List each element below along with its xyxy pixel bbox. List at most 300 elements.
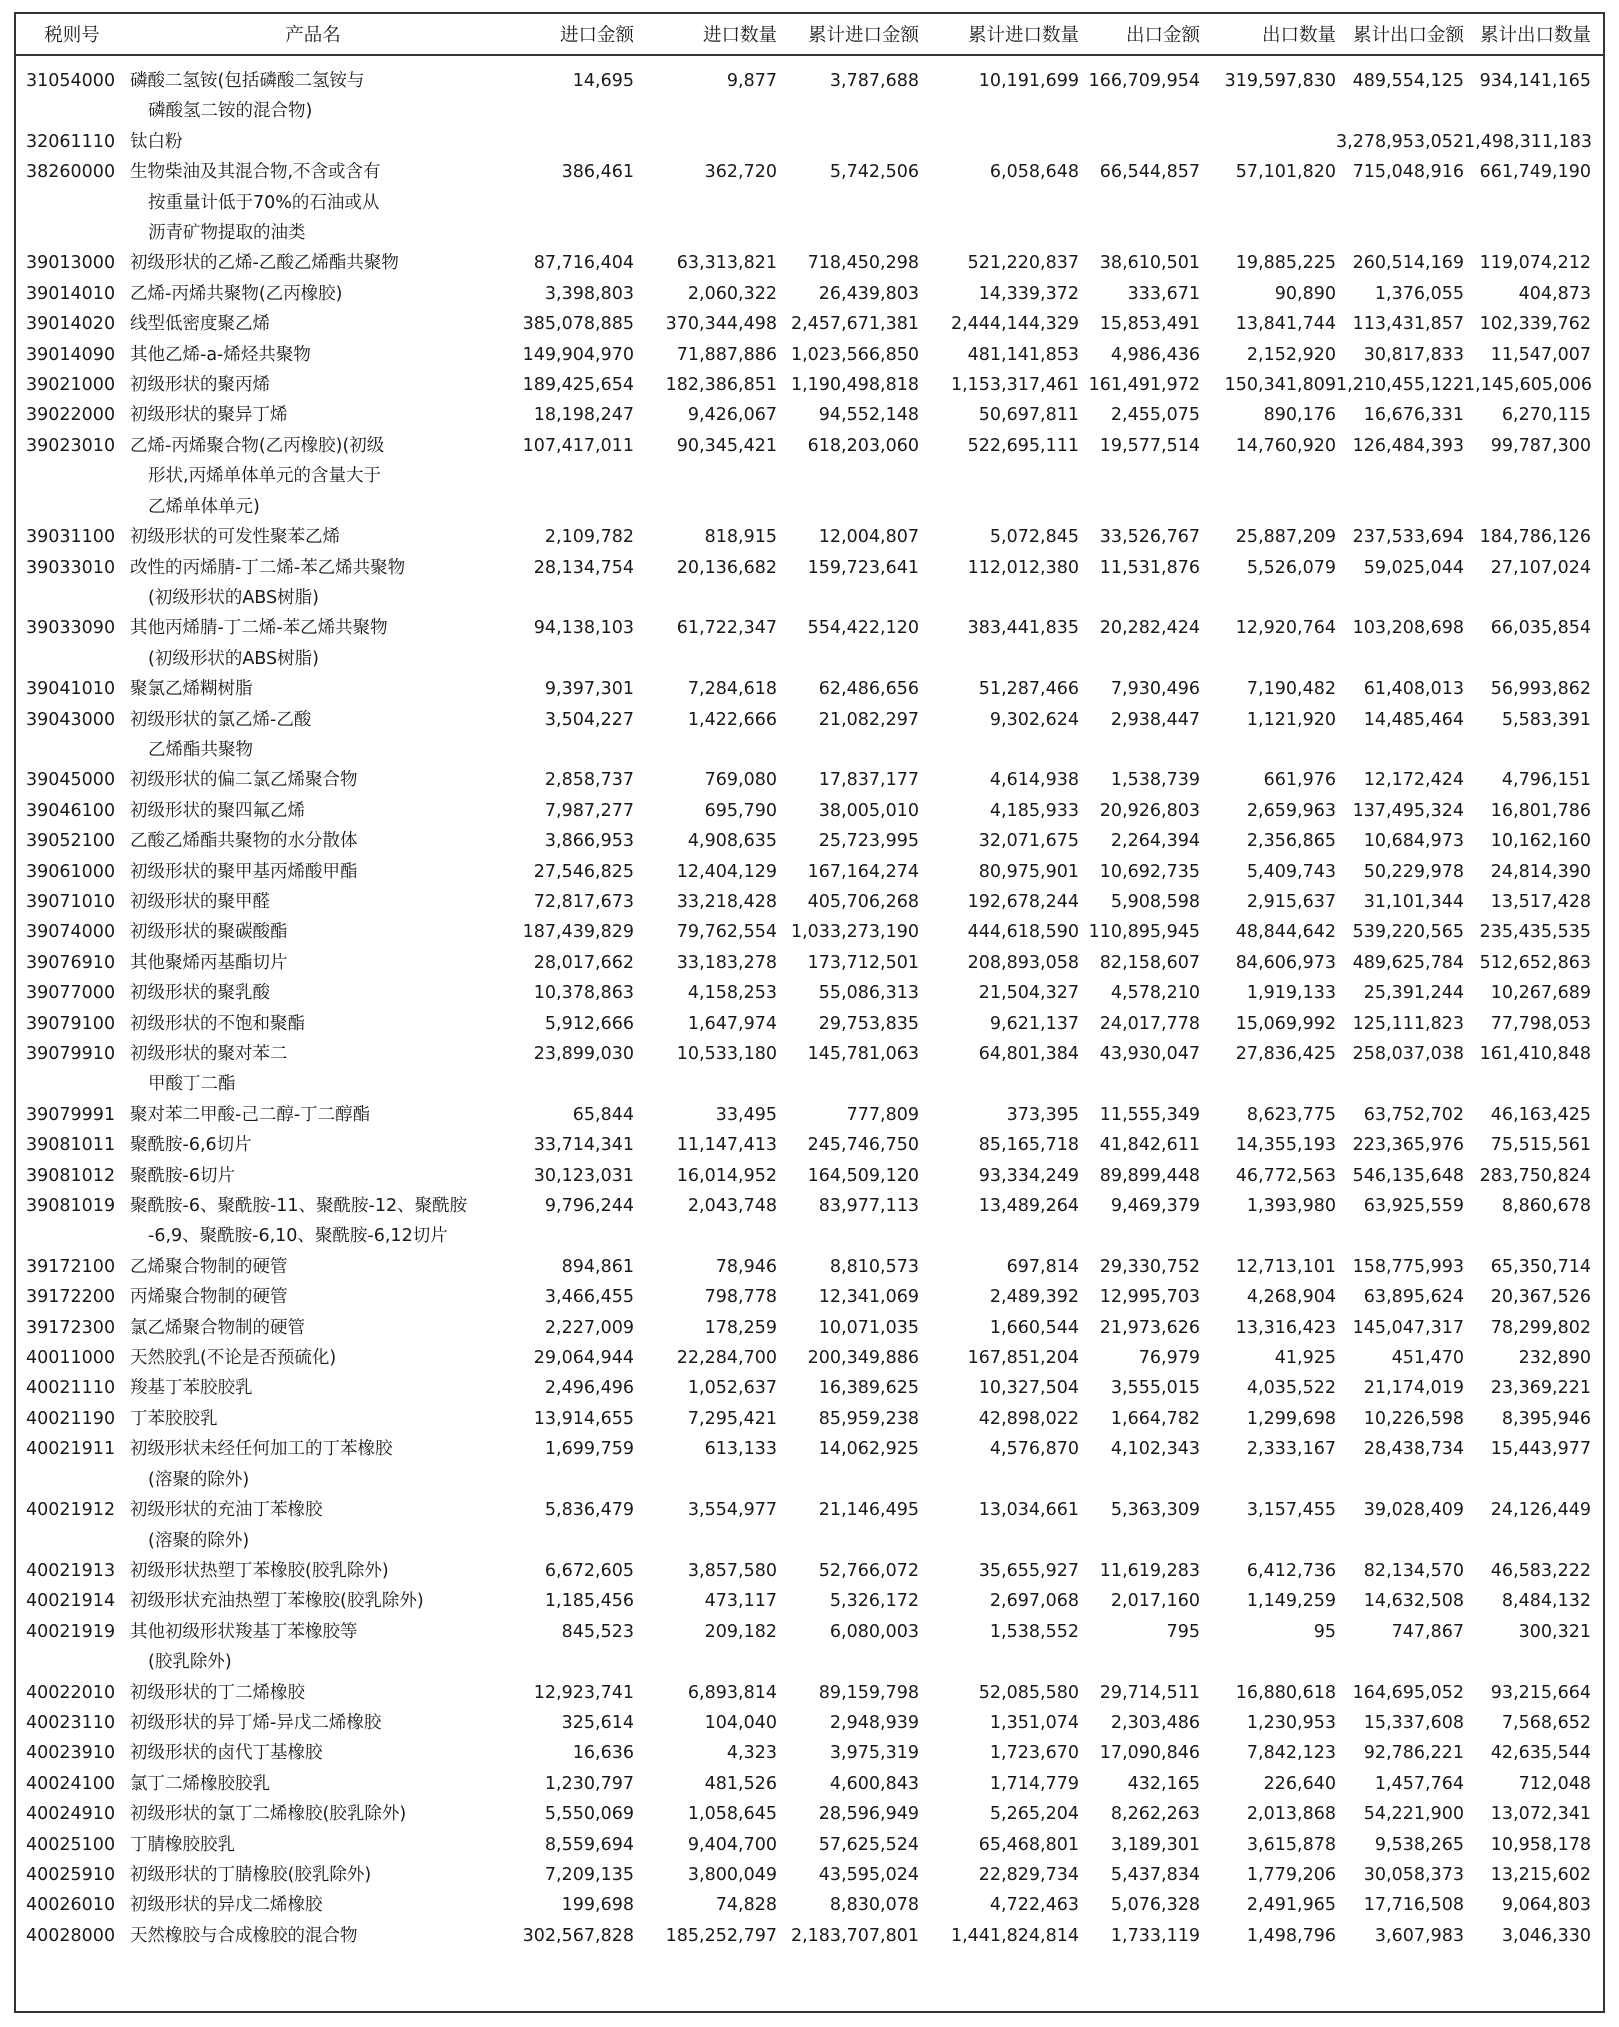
tariff-code: 40025100 (26, 1834, 116, 1855)
export-qty-cell: 2,356,865 (1246, 831, 1336, 852)
cum-import-amount-cell: 200,349,886 (807, 1348, 919, 1369)
product-name-line: 丙烯聚合物制的硬管 (130, 1287, 288, 1308)
cum-export-amount-cell: 1,210,455,122 (1336, 375, 1465, 396)
cum-import-amount-cell: 167,164,274 (807, 861, 919, 882)
cum-export-amount-cell: 59,025,044 (1363, 557, 1464, 578)
cum-export-qty-cell: 934,141,165 (1479, 71, 1591, 91)
product-name-line: 初级形状的不饱和聚酯 (130, 1013, 305, 1034)
import-qty-cell: 4,323 (726, 1743, 777, 1764)
tariff-code: 39172100 (26, 1256, 116, 1277)
cum-export-amount-cell: 63,925,559 (1363, 1196, 1464, 1217)
cum-import-amount-cell: 777,809 (846, 1104, 919, 1125)
tariff-code: 39074000 (26, 922, 116, 943)
cum-export-amount-cell: 30,817,833 (1363, 344, 1464, 365)
table-row (16, 1678, 1603, 1708)
export-qty-cell: 13,841,744 (1235, 314, 1336, 335)
cum-import-qty-cell: 1,441,824,814 (950, 1925, 1079, 1946)
tariff-code: 40021914 (26, 1591, 116, 1612)
cum-import-qty-cell: 1,723,670 (989, 1743, 1079, 1764)
cum-export-qty-cell: 46,583,222 (1490, 1560, 1591, 1581)
import-amount-cell: 72,817,673 (533, 891, 634, 912)
export-qty-cell: 15,069,992 (1235, 1013, 1336, 1034)
export-amount-cell: 1,538,739 (1110, 770, 1200, 791)
import-qty-cell: 2,043,748 (687, 1196, 777, 1217)
export-amount-cell: 166,709,954 (1088, 71, 1200, 91)
import-qty-cell: 22,284,700 (676, 1348, 777, 1369)
table-row (16, 1434, 1603, 1495)
header-import-amount: 进口金额 (559, 25, 634, 46)
cum-import-qty-cell: 1,351,074 (989, 1712, 1079, 1733)
cum-export-qty-cell: 75,515,561 (1490, 1135, 1591, 1156)
import-amount-cell: 325,614 (561, 1712, 634, 1733)
table-row (16, 127, 1603, 157)
cum-import-amount-cell: 62,486,656 (818, 679, 919, 700)
cum-export-amount-cell: 10,684,973 (1363, 831, 1464, 852)
table-row (16, 1009, 1603, 1039)
cum-export-amount-cell: 125,111,823 (1352, 1013, 1464, 1034)
cum-export-amount-cell: 54,221,900 (1363, 1804, 1464, 1825)
tariff-code: 39172300 (26, 1317, 116, 1338)
tariff-code: 39079910 (26, 1044, 116, 1064)
cum-import-amount-cell: 28,596,949 (818, 1804, 919, 1825)
product-name (128, 1373, 498, 1403)
product-name (128, 1556, 498, 1586)
export-amount-cell: 43,930,047 (1099, 1044, 1200, 1064)
import-amount-cell: 87,716,404 (533, 253, 634, 274)
import-amount-cell: 3,466,455 (544, 1287, 634, 1308)
product-name (128, 1890, 498, 1920)
export-qty-cell: 25,887,209 (1235, 527, 1336, 548)
product-name (128, 796, 498, 826)
export-qty-cell: 3,615,878 (1246, 1834, 1336, 1855)
cum-import-qty-cell: 1,714,779 (989, 1773, 1079, 1794)
import-qty-cell: 104,040 (704, 1712, 777, 1733)
product-name-line: -6,9、聚酰胺-6,10、聚酰胺-6,12切片 (148, 1226, 448, 1247)
table-row (16, 1860, 1603, 1890)
cum-import-qty-cell: 167,851,204 (967, 1348, 1079, 1369)
tariff-code: 40021190 (26, 1408, 116, 1429)
import-amount-cell: 28,017,662 (533, 952, 634, 973)
export-amount-cell: 29,714,511 (1099, 1682, 1200, 1703)
table-row (16, 1556, 1603, 1586)
product-name (128, 431, 498, 522)
cum-import-qty-cell: 85,165,718 (978, 1135, 1079, 1156)
import-amount-cell: 3,398,803 (544, 283, 634, 304)
cum-import-qty-cell: 373,395 (1006, 1104, 1079, 1125)
cum-import-amount-cell: 94,552,148 (818, 405, 919, 426)
import-amount-cell: 5,836,479 (544, 1500, 634, 1521)
product-name-line: 生物柴油及其混合物,不含或含有 (130, 162, 381, 183)
import-qty-cell: 3,554,977 (687, 1500, 777, 1521)
tariff-code: 40021919 (26, 1621, 116, 1642)
header-cum-import-amount: 累计进口金额 (807, 25, 919, 46)
export-amount-cell: 5,076,328 (1110, 1895, 1200, 1916)
export-amount-cell: 3,555,015 (1110, 1378, 1200, 1399)
import-amount-cell: 3,504,227 (544, 709, 634, 730)
product-name-line: 初级形状的氯丁二烯橡胶(胶乳除外) (130, 1804, 407, 1825)
product-name-line: 聚对苯二甲酸-己二醇-丁二醇酯 (130, 1104, 371, 1125)
export-qty-cell: 1,779,206 (1246, 1864, 1336, 1885)
export-qty-cell: 57,101,820 (1235, 162, 1336, 183)
cum-export-amount-cell: 237,533,694 (1352, 527, 1464, 548)
cum-import-amount-cell: 6,080,003 (829, 1621, 919, 1642)
product-name-line: 初级形状的聚四氟乙烯 (130, 800, 305, 821)
product-name (128, 1009, 498, 1039)
import-qty-cell: 79,762,554 (676, 922, 777, 943)
cum-export-qty-cell: 404,873 (1518, 283, 1591, 304)
product-name-line: 初级形状的聚异丁烯 (130, 405, 288, 426)
table-row (16, 978, 1603, 1008)
import-qty-cell: 798,778 (704, 1287, 777, 1308)
table-row (16, 66, 1603, 127)
import-qty-cell: 370,344,498 (665, 314, 777, 335)
cum-import-qty-cell: 1,660,544 (989, 1317, 1079, 1338)
table-row (16, 1343, 1603, 1373)
export-qty-cell: 12,920,764 (1235, 618, 1336, 639)
header-export-amount: 出口金额 (1125, 25, 1200, 46)
cum-import-amount-cell: 55,086,313 (818, 983, 919, 1004)
cum-export-amount-cell: 451,470 (1391, 1348, 1464, 1369)
cum-export-amount-cell: 103,208,698 (1352, 618, 1464, 639)
cum-export-amount-cell: 489,554,125 (1352, 71, 1464, 91)
cum-import-amount-cell: 16,389,625 (818, 1378, 919, 1399)
import-amount-cell: 16,636 (572, 1743, 634, 1764)
product-name-line: 改性的丙烯腈-丁二烯-苯乙烯共聚物 (130, 557, 406, 578)
product-name-line: 初级形状的聚甲醛 (130, 891, 270, 912)
import-amount-cell: 30,123,031 (533, 1165, 634, 1186)
header-import-qty: 进口数量 (702, 25, 777, 46)
export-qty-cell: 226,640 (1263, 1773, 1336, 1794)
table-row (16, 431, 1603, 522)
cum-export-qty-cell: 8,484,132 (1501, 1591, 1591, 1612)
table-row (16, 948, 1603, 978)
tariff-code: 40023110 (26, 1712, 116, 1733)
import-amount-cell: 13,914,655 (533, 1408, 634, 1429)
export-qty-cell: 6,412,736 (1246, 1560, 1336, 1581)
cum-import-qty-cell: 2,444,144,329 (950, 314, 1079, 335)
product-name (128, 674, 498, 704)
table-row (16, 1738, 1603, 1768)
import-amount-cell: 6,672,605 (544, 1560, 634, 1581)
cum-export-amount-cell: 126,484,393 (1352, 435, 1464, 456)
product-name-line: 初级形状未经任何加工的丁苯橡胶 (130, 1439, 393, 1460)
cum-export-qty-cell: 10,958,178 (1490, 1834, 1591, 1855)
cum-import-amount-cell: 21,146,495 (818, 1500, 919, 1521)
product-name (128, 1738, 498, 1768)
tariff-code: 40025910 (26, 1864, 116, 1885)
cum-export-qty-cell: 56,993,862 (1490, 679, 1591, 700)
table-row (16, 1921, 1603, 1951)
cum-import-qty-cell: 192,678,244 (967, 891, 1079, 912)
import-qty-cell: 10,533,180 (676, 1044, 777, 1064)
table-row (16, 1617, 1603, 1678)
cum-import-qty-cell: 35,655,927 (978, 1560, 1079, 1581)
cum-export-amount-cell: 158,775,993 (1352, 1256, 1464, 1277)
cum-export-amount-cell: 63,895,624 (1363, 1287, 1464, 1308)
product-name (128, 826, 498, 856)
export-qty-cell: 27,836,425 (1235, 1044, 1336, 1064)
export-qty-cell: 1,919,133 (1246, 983, 1336, 1004)
import-amount-cell: 1,230,797 (544, 1773, 634, 1794)
cum-export-amount-cell: 113,431,857 (1352, 314, 1464, 335)
product-name (128, 1191, 498, 1252)
import-qty-cell: 695,790 (704, 800, 777, 821)
export-qty-cell: 150,341,809 (1224, 375, 1336, 396)
export-qty-cell: 3,157,455 (1246, 1500, 1336, 1521)
product-name-line: 初级形状的异戊二烯橡胶 (130, 1895, 323, 1916)
product-name-line: 按重量计低于70%的石油或从 (148, 192, 380, 213)
product-name (128, 765, 498, 795)
cum-export-amount-cell: 15,337,608 (1363, 1712, 1464, 1733)
import-qty-cell: 16,014,952 (676, 1165, 777, 1186)
export-amount-cell: 5,437,834 (1110, 1864, 1200, 1885)
cum-import-amount-cell: 29,753,835 (818, 1013, 919, 1034)
import-qty-cell: 9,426,067 (687, 405, 777, 426)
table-row (16, 553, 1603, 614)
import-qty-cell: 2,060,322 (687, 283, 777, 304)
product-name-line: (初级形状的ABS树脂) (148, 587, 319, 608)
cum-import-qty-cell: 32,071,675 (978, 831, 1079, 852)
product-name-line: 初级形状的聚丙烯 (130, 375, 270, 396)
product-name-line: 其他初级形状羧基丁苯橡胶等 (130, 1621, 358, 1642)
cum-import-amount-cell: 8,810,573 (829, 1256, 919, 1277)
cum-export-amount-cell: 50,229,978 (1363, 861, 1464, 882)
tariff-code: 39014010 (26, 283, 116, 304)
table-header (16, 14, 1603, 54)
table-row (16, 1769, 1603, 1799)
product-name-line: 初级形状的偏二氯乙烯聚合物 (130, 770, 358, 791)
cum-import-qty-cell: 208,893,058 (967, 952, 1079, 973)
import-qty-cell: 613,133 (704, 1439, 777, 1460)
product-name (128, 705, 498, 766)
product-name (128, 1799, 498, 1829)
import-amount-cell: 65,844 (572, 1104, 634, 1125)
product-name-line: 聚酰胺-6切片 (130, 1165, 235, 1186)
export-amount-cell: 9,469,379 (1110, 1196, 1200, 1217)
table-row (16, 1495, 1603, 1556)
import-qty-cell: 178,259 (704, 1317, 777, 1338)
import-amount-cell: 302,567,828 (522, 1925, 634, 1946)
cum-import-qty-cell: 5,072,845 (989, 527, 1079, 548)
import-amount-cell: 386,461 (561, 162, 634, 183)
cum-import-qty-cell: 522,695,111 (967, 435, 1079, 456)
table-row (16, 1586, 1603, 1616)
import-qty-cell: 74,828 (715, 1895, 777, 1916)
export-amount-cell: 5,908,598 (1110, 891, 1200, 912)
import-amount-cell: 10,378,863 (533, 983, 634, 1004)
export-qty-cell: 84,606,973 (1235, 952, 1336, 973)
table-row (16, 765, 1603, 795)
export-amount-cell: 795 (1166, 1621, 1200, 1642)
product-name (128, 948, 498, 978)
cum-import-amount-cell: 164,509,120 (807, 1165, 919, 1186)
product-name (128, 1434, 498, 1495)
import-amount-cell: 149,904,970 (522, 344, 634, 365)
export-qty-cell: 319,597,830 (1224, 71, 1336, 91)
tariff-code: 39071010 (26, 891, 116, 912)
cum-import-qty-cell: 521,220,837 (967, 253, 1079, 274)
export-qty-cell: 4,035,522 (1246, 1378, 1336, 1399)
import-amount-cell: 28,134,754 (533, 557, 634, 578)
import-qty-cell: 1,052,637 (687, 1378, 777, 1399)
import-amount-cell: 94,138,103 (533, 618, 634, 639)
export-amount-cell: 4,578,210 (1110, 983, 1200, 1004)
export-amount-cell: 38,610,501 (1099, 253, 1200, 274)
product-name-line: 其他聚烯丙基酯切片 (130, 952, 288, 973)
table-row (16, 522, 1603, 552)
export-amount-cell: 2,455,075 (1110, 405, 1200, 426)
cum-import-qty-cell: 10,327,504 (978, 1378, 1079, 1399)
cum-export-qty-cell: 99,787,300 (1490, 435, 1591, 456)
cum-import-amount-cell: 2,948,939 (829, 1712, 919, 1733)
table-row (16, 1161, 1603, 1191)
tariff-code: 39013000 (26, 253, 116, 274)
import-amount-cell: 199,698 (561, 1895, 634, 1916)
cum-import-qty-cell: 10,191,699 (978, 71, 1079, 91)
header-export-qty: 出口数量 (1261, 25, 1336, 46)
export-amount-cell: 333,671 (1127, 283, 1200, 304)
export-qty-cell: 1,393,980 (1246, 1196, 1336, 1217)
cum-import-amount-cell: 10,071,035 (818, 1317, 919, 1338)
tariff-code: 39031100 (26, 527, 116, 548)
cum-export-qty-cell: 9,064,803 (1501, 1895, 1591, 1916)
product-name-line: 其他乙烯-a-烯烃共聚物 (130, 344, 311, 365)
tariff-code: 39043000 (26, 709, 116, 730)
export-qty-cell: 1,121,920 (1246, 709, 1336, 730)
cum-import-amount-cell: 718,450,298 (807, 253, 919, 274)
tariff-code: 39076910 (26, 952, 116, 973)
tariff-code: 39079991 (26, 1104, 116, 1125)
cum-import-qty-cell: 65,468,801 (978, 1834, 1079, 1855)
tariff-code: 40011000 (26, 1348, 116, 1369)
cum-export-amount-cell: 145,047,317 (1352, 1317, 1464, 1338)
cum-export-amount-cell: 10,226,598 (1363, 1408, 1464, 1429)
cum-import-qty-cell: 50,697,811 (978, 405, 1079, 426)
cum-export-amount-cell: 715,048,916 (1352, 162, 1464, 183)
product-name (128, 1586, 498, 1616)
export-qty-cell: 1,149,259 (1246, 1591, 1336, 1612)
product-name (128, 1404, 498, 1434)
cum-export-amount-cell: 25,391,244 (1363, 983, 1464, 1004)
product-name (128, 1039, 498, 1100)
table-row (16, 705, 1603, 766)
table-row (16, 1100, 1603, 1130)
export-qty-cell: 7,842,123 (1246, 1743, 1336, 1764)
product-name-line: 初级形状的聚碳酸酯 (130, 922, 288, 943)
cum-export-qty-cell: 78,299,802 (1490, 1317, 1591, 1338)
import-amount-cell: 2,858,737 (544, 770, 634, 791)
product-name-line: 沥青矿物提取的油类 (148, 223, 306, 244)
cum-export-qty-cell: 8,395,946 (1501, 1408, 1591, 1429)
cum-import-qty-cell: 42,898,022 (978, 1408, 1079, 1429)
table-row (16, 887, 1603, 917)
table-row (16, 1252, 1603, 1282)
table-row (16, 340, 1603, 370)
tariff-code: 39023010 (26, 435, 116, 456)
import-amount-cell: 23,899,030 (533, 1044, 634, 1064)
import-amount-cell: 29,064,944 (533, 1348, 634, 1369)
cum-export-amount-cell: 1,457,764 (1374, 1773, 1464, 1794)
cum-export-amount-cell: 164,695,052 (1352, 1682, 1464, 1703)
cum-export-qty-cell: 300,321 (1518, 1621, 1591, 1642)
cum-import-amount-cell: 21,082,297 (818, 709, 919, 730)
product-name (128, 1860, 498, 1890)
export-qty-cell: 2,915,637 (1246, 891, 1336, 912)
cum-export-amount-cell: 9,538,265 (1374, 1834, 1464, 1855)
cum-import-qty-cell: 22,829,734 (978, 1864, 1079, 1885)
import-qty-cell: 769,080 (704, 770, 777, 791)
import-amount-cell: 2,227,009 (544, 1317, 634, 1338)
cum-export-amount-cell: 3,278,953,052 (1336, 131, 1465, 152)
product-name (128, 1161, 498, 1191)
cum-import-qty-cell: 4,185,933 (989, 800, 1079, 821)
product-name-line: 初级形状充油热塑丁苯橡胶(胶乳除外) (130, 1591, 424, 1612)
export-qty-cell: 46,772,563 (1235, 1165, 1336, 1186)
cum-import-qty-cell: 444,618,590 (967, 922, 1079, 943)
table-row (16, 1799, 1603, 1829)
trade-table (14, 12, 1605, 2013)
cum-export-amount-cell: 546,135,648 (1352, 1165, 1464, 1186)
export-qty-cell: 16,880,618 (1235, 1682, 1336, 1703)
tariff-code: 38260000 (26, 162, 116, 183)
export-amount-cell: 2,938,447 (1110, 709, 1200, 730)
import-qty-cell: 7,295,421 (687, 1408, 777, 1429)
product-name (128, 279, 498, 309)
import-qty-cell: 818,915 (704, 527, 777, 548)
product-name-line: 初级形状的异丁烯-异戊二烯橡胶 (130, 1712, 382, 1733)
product-name-line: 其他丙烯腈-丁二烯-苯乙烯共聚物 (130, 618, 388, 639)
import-qty-cell: 63,313,821 (676, 253, 777, 274)
header-cum-export-amount: 累计出口金额 (1352, 25, 1464, 46)
export-qty-cell: 7,190,482 (1246, 679, 1336, 700)
cum-import-qty-cell: 64,801,384 (978, 1044, 1079, 1064)
product-name-line: (溶聚的除外) (148, 1530, 250, 1551)
import-qty-cell: 20,136,682 (676, 557, 777, 578)
product-name (128, 1100, 498, 1130)
import-amount-cell: 27,546,825 (533, 861, 634, 882)
export-amount-cell: 1,733,119 (1110, 1925, 1200, 1946)
product-name (128, 127, 498, 157)
import-amount-cell: 9,397,301 (544, 679, 634, 700)
product-name (128, 917, 498, 947)
export-qty-cell: 8,623,775 (1246, 1104, 1336, 1125)
product-name (128, 1921, 498, 1951)
cum-export-amount-cell: 3,607,983 (1374, 1925, 1464, 1946)
product-name-line: 初级形状的聚对苯二 (130, 1044, 288, 1064)
table-row (16, 796, 1603, 826)
cum-export-qty-cell: 24,814,390 (1490, 861, 1591, 882)
cum-export-amount-cell: 489,625,784 (1352, 952, 1464, 973)
import-amount-cell: 2,496,496 (544, 1378, 634, 1399)
product-name-line: 初级形状热塑丁苯橡胶(胶乳除外) (130, 1560, 389, 1581)
cum-export-qty-cell: 4,796,151 (1501, 770, 1591, 791)
table-row (16, 1830, 1603, 1860)
export-qty-cell: 1,498,796 (1246, 1925, 1336, 1946)
import-amount-cell: 14,695 (572, 71, 634, 91)
tariff-code: 40021912 (26, 1500, 116, 1521)
header-cum-import-qty: 累计进口数量 (967, 25, 1079, 46)
export-qty-cell: 2,013,868 (1246, 1804, 1336, 1825)
cum-export-amount-cell: 1,376,055 (1374, 283, 1464, 304)
export-amount-cell: 41,842,611 (1099, 1135, 1200, 1156)
product-name (128, 157, 498, 248)
tariff-code: 39033010 (26, 557, 116, 578)
export-qty-cell: 48,844,642 (1235, 922, 1336, 943)
table-row (16, 1191, 1603, 1252)
cum-import-qty-cell: 21,504,327 (978, 983, 1079, 1004)
cum-import-qty-cell: 1,153,317,461 (950, 375, 1079, 396)
table-row (16, 370, 1603, 400)
